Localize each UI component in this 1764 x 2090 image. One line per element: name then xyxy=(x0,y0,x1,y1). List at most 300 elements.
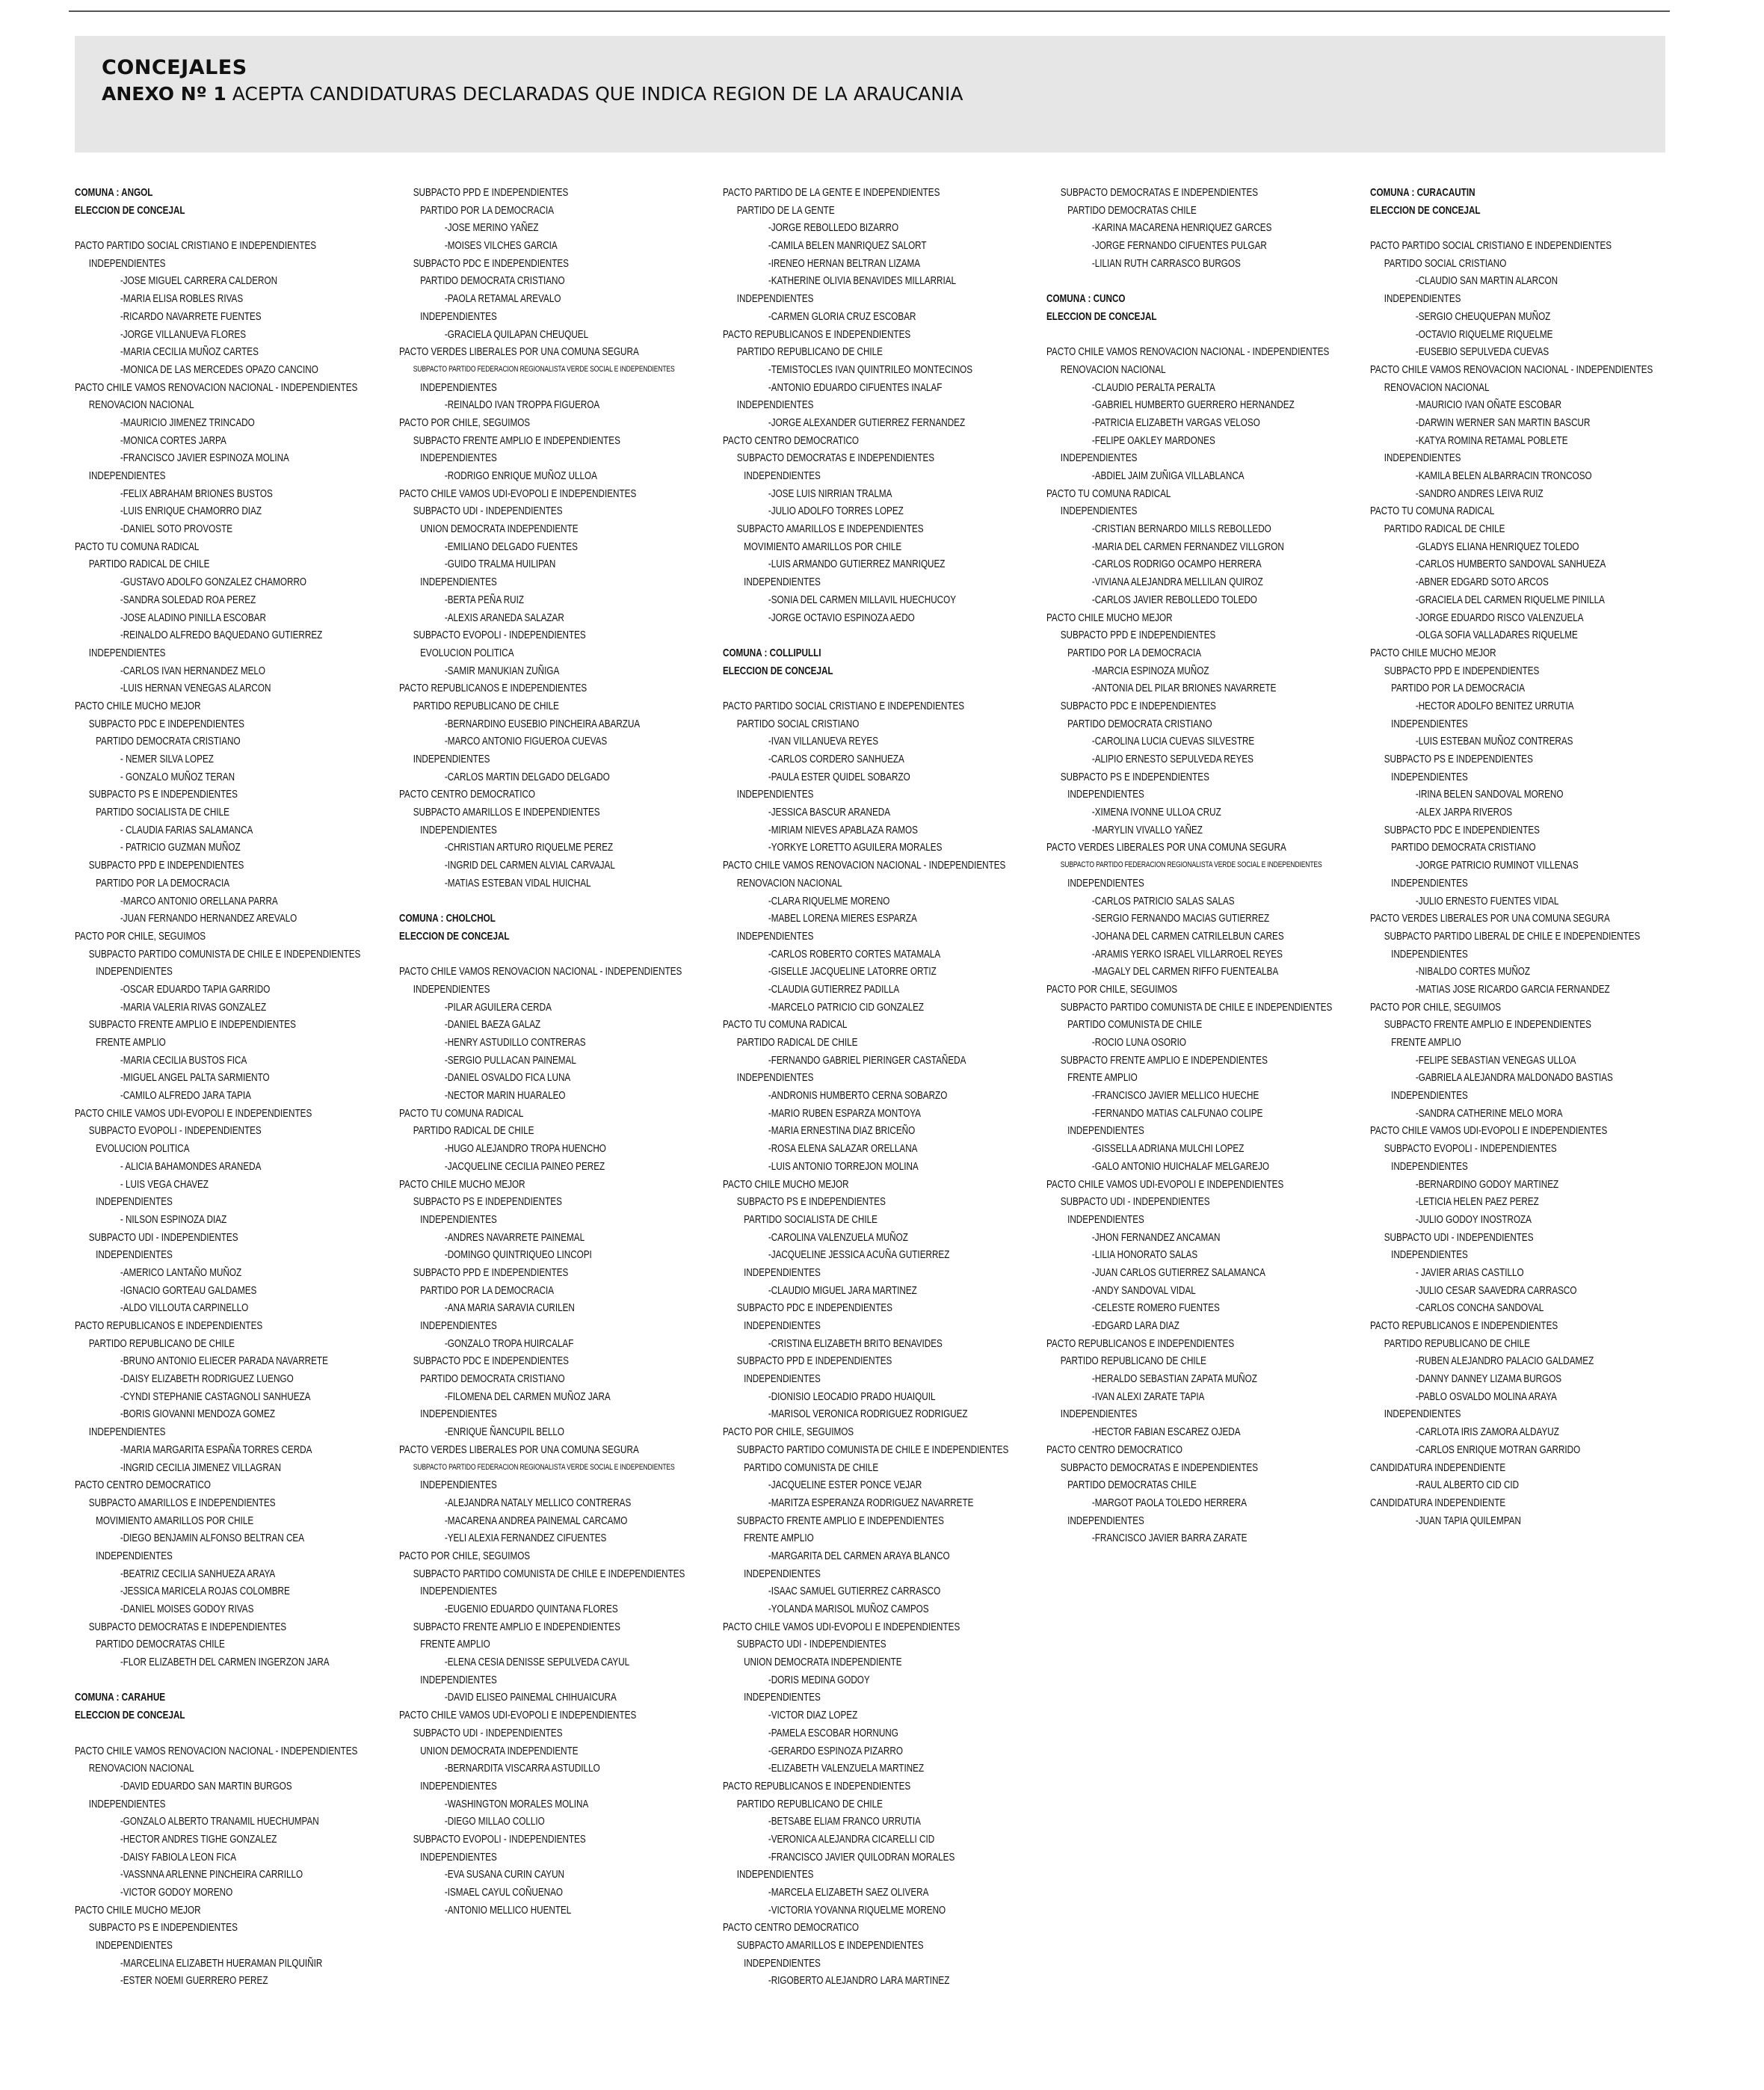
subpact-line: SUBPACTO PS E INDEPENDIENTES xyxy=(413,1195,562,1209)
candidate-line: -IVAN VILLANUEVA REYES xyxy=(768,735,879,748)
candidate-line: -CARMEN GLORIA CRUZ ESCOBAR xyxy=(768,309,916,323)
subpact-line: SUBPACTO AMARILLOS E INDEPENDIENTES xyxy=(413,806,600,819)
party-line: EVOLUCION POLITICA xyxy=(96,1142,190,1156)
party-line: EVOLUCION POLITICA xyxy=(420,646,514,659)
candidate-line: -DARWIN WERNER SAN MARTIN BASCUR xyxy=(1415,416,1591,429)
column-4 xyxy=(1046,184,1333,1547)
party-line: PARTIDO DEMOCRATAS CHILE xyxy=(1067,203,1197,217)
party-line: PARTIDO SOCIALISTA DE CHILE xyxy=(96,806,229,819)
candidate-line: -VIVIANA ALEJANDRA MELLILAN QUIROZ xyxy=(1091,576,1263,589)
subpact-line: SUBPACTO EVOPOLI - INDEPENDIENTES xyxy=(413,1832,586,1846)
candidate-line: -DIEGO MILLAO COLLIO xyxy=(444,1815,545,1828)
candidate-line: -MACARENA ANDREA PAINEMAL CARCAMO xyxy=(444,1514,628,1527)
candidate-line: -ABNER EDGARD SOTO ARCOS xyxy=(1415,576,1549,589)
subpact-line: SUBPACTO AMARILLOS E INDEPENDIENTES xyxy=(736,522,924,536)
candidate-line: -MARCO ANTONIO ORELLANA PARRA xyxy=(120,894,278,907)
candidate-line: -MONICA DE LAS MERCEDES OPAZO CANCINO xyxy=(120,363,318,376)
candidate-line: -CLAUDIO MIGUEL JARA MARTINEZ xyxy=(768,1283,917,1297)
pact-line: PACTO CENTRO DEMOCRATICO xyxy=(1046,1443,1183,1456)
candidate-line: -KARINA MACARENA HENRIQUEZ GARCES xyxy=(1091,221,1272,235)
subpact-line: SUBPACTO UDI - INDEPENDIENTES xyxy=(88,1230,238,1244)
candidate-line: -JOSE ALADINO PINILLA ESCOBAR xyxy=(120,611,266,624)
subpact-line: SUBPACTO FRENTE AMPLIO E INDEPENDIENTES xyxy=(413,434,620,447)
candidate-line: -GISSELLA ADRIANA MULCHI LOPEZ xyxy=(1091,1142,1245,1156)
candidate-line: -GLADYS ELIANA HENRIQUEZ TOLEDO xyxy=(1415,540,1579,553)
subpact-line: INDEPENDIENTES xyxy=(1060,451,1138,465)
subpact-line: SUBPACTO PARTIDO COMUNISTA DE CHILE E INDEPENDIENTES xyxy=(736,1443,1009,1456)
candidate-line: -IVAN ALEXI ZARATE TAPIA xyxy=(1091,1390,1205,1403)
candidate-line: -JORGE VILLANUEVA FLORES xyxy=(120,327,247,341)
subpact-line: INDEPENDIENTES xyxy=(88,469,166,482)
candidate-line: -FRANCISCO JAVIER MELLICO HUECHE xyxy=(1091,1089,1259,1103)
column-1 xyxy=(75,184,361,1990)
candidate-line: -CRISTIAN BERNARDO MILLS REBOLLEDO xyxy=(1091,522,1271,536)
candidate-line: -ANTONIO EDUARDO CIFUENTES INALAF xyxy=(768,380,943,394)
candidate-line: -ELENA CESIA DENISSE SEPULVEDA CAYUL xyxy=(444,1656,630,1669)
party-line: INDEPENDIENTES xyxy=(420,309,497,323)
subpact-line: SUBPACTO PDC E INDEPENDIENTES xyxy=(413,256,569,270)
subpact-line: PARTIDO REPUBLICANO DE CHILE xyxy=(736,345,883,359)
subpact-line: PARTIDO RADICAL DE CHILE xyxy=(88,558,210,571)
party-line: INDEPENDIENTES xyxy=(1391,947,1468,961)
party-line: INDEPENDIENTES xyxy=(96,1549,173,1562)
candidate-line: -JHON FERNANDEZ ANCAMAN xyxy=(1091,1230,1221,1244)
candidate-line: -YELI ALEXIA FERNANDEZ CIFUENTES xyxy=(444,1532,607,1545)
pact-line: PACTO REPUBLICANOS E INDEPENDIENTES xyxy=(75,1319,263,1332)
candidate-line: -LUIS ENRIQUE CHAMORRO DIAZ xyxy=(120,505,262,518)
candidate-line: -JACQUELINE JESSICA ACUÑA GUTIERREZ xyxy=(768,1248,950,1262)
pact-line: PACTO VERDES LIBERALES POR UNA COMUNA SEGURA xyxy=(399,345,639,359)
candidate-line: -HENRY ASTUDILLO CONTRERAS xyxy=(444,1036,586,1049)
candidate-line: -PILAR AGUILERA CERDA xyxy=(444,1000,552,1014)
candidate-line: -CARLOS IVAN HERNANDEZ MELO xyxy=(120,664,266,677)
candidate-line: -GRACIELA QUILAPAN CHEUQUEL xyxy=(444,327,589,341)
party-line: PARTIDO DEMOCRATA CRISTIANO xyxy=(1391,841,1536,854)
election-label: ELECCION DE CONCEJAL xyxy=(75,1709,185,1722)
pact-line: PACTO TU COMUNA RADICAL xyxy=(1370,505,1495,518)
column-2 xyxy=(399,184,685,1919)
candidate-line: -GUSTAVO ADOLFO GONZALEZ CHAMORRO xyxy=(120,576,307,589)
party-line: INDEPENDIENTES xyxy=(420,823,497,836)
candidate-line: -MAURICIO JIMENEZ TRINCADO xyxy=(120,416,255,429)
candidate-line: -BORIS GIOVANNI MENDOZA GOMEZ xyxy=(120,1408,275,1421)
subpact-line: SUBPACTO PS E INDEPENDIENTES xyxy=(1384,753,1533,765)
candidate-line: -MARIA DEL CARMEN FERNANDEZ VILLGRON xyxy=(1091,540,1284,553)
candidate-line: -JUAN TAPIA QUILEMPAN xyxy=(1415,1514,1521,1527)
candidate-line: -MARCELA ELIZABETH SAEZ OLIVERA xyxy=(768,1886,929,1899)
candidate-line: -ABDIEL JAIM ZUÑIGA VILLABLANCA xyxy=(1091,469,1245,482)
candidate-line: -MIGUEL ANGEL PALTA SARMIENTO xyxy=(120,1071,270,1085)
candidate-line: -VICTOR GODOY MORENO xyxy=(120,1886,233,1899)
subpact-line: SUBPACTO PARTIDO COMUNISTA DE CHILE E INDEPENDIENTES xyxy=(1060,1000,1333,1014)
pact-line: PACTO CHILE MUCHO MEJOR xyxy=(75,1903,201,1917)
subpact-line: SUBPACTO AMARILLOS E INDEPENDIENTES xyxy=(88,1496,276,1509)
pact-line: PACTO VERDES LIBERALES POR UNA COMUNA SEGURA xyxy=(1046,841,1286,854)
candidate-line: -ANTONIA DEL PILAR BRIONES NAVARRETE xyxy=(1091,682,1277,695)
candidate-line: -SERGIO FERNANDO MACIAS GUTIERREZ xyxy=(1091,912,1270,925)
pact-line: PACTO CHILE VAMOS RENOVACION NACIONAL - INDEPENDIENTES xyxy=(1370,363,1653,376)
subpact-line: SUBPACTO PARTIDO COMUNISTA DE CHILE E INDEPENDIENTES xyxy=(413,1567,685,1580)
candidate-line: -ANDRONIS HUMBERTO CERNA SOBARZO xyxy=(768,1089,948,1103)
candidate-line: -CARLOS RODRIGO OCAMPO HERRERA xyxy=(1091,558,1262,571)
subpact-line: INDEPENDIENTES xyxy=(1384,1408,1461,1421)
subpact-line: SUBPACTO FRENTE AMPLIO E INDEPENDIENTES xyxy=(1060,1053,1268,1067)
party-line: PARTIDO DEMOCRATA CRISTIANO xyxy=(420,274,565,288)
party-line: INDEPENDIENTES xyxy=(744,1956,821,1970)
candidate-line: -BERNARDITA VISCARRA ASTUDILLO xyxy=(444,1762,600,1775)
candidate-line: -JESSICA BASCUR ARANEDA xyxy=(768,806,891,819)
subpact-line: PARTIDO SOCIAL CRISTIANO xyxy=(736,717,860,730)
candidate-line: -SERGIO CHEUQUEPAN MUÑOZ xyxy=(1415,309,1551,323)
candidate-line: -PATRICIA ELIZABETH VARGAS VELOSO xyxy=(1091,416,1260,429)
candidate-line: -CARLOS CONCHA SANDOVAL xyxy=(1415,1301,1544,1315)
subpact-line: SUBPACTO PS E INDEPENDIENTES xyxy=(1060,770,1209,783)
candidate-line: -VASSNNA ARLENNE PINCHEIRA CARRILLO xyxy=(120,1868,303,1881)
candidate-line: -PAULA ESTER QUIDEL SOBARZO xyxy=(768,770,910,783)
candidate-line: -FILOMENA DEL CARMEN MUÑOZ JARA xyxy=(444,1390,611,1403)
candidate-line: -ANDY SANDOVAL VIDAL xyxy=(1091,1283,1196,1297)
candidate-line: -GONZALO TROPA HUIRCALAF xyxy=(444,1337,574,1350)
candidate-line: -SANDRA SOLEDAD ROA PEREZ xyxy=(120,593,256,606)
candidate-line: -CYNDI STEPHANIE CASTAGNOLI SANHUEZA xyxy=(120,1390,311,1403)
party-line: INDEPENDIENTES xyxy=(420,1479,497,1492)
top-rule xyxy=(69,10,1670,12)
candidate-line: -JULIO ERNESTO FUENTES VIDAL xyxy=(1415,894,1559,907)
candidate-line: -LETICIA HELEN PAEZ PEREZ xyxy=(1415,1195,1539,1209)
pact-line: PACTO CHILE VAMOS UDI-EVOPOLI E INDEPENDIENTES xyxy=(1046,1177,1284,1191)
candidate-line: -KATHERINE OLIVIA BENAVIDES MILLARRIAL xyxy=(768,274,957,288)
party-line: INDEPENDIENTES xyxy=(420,576,497,589)
candidate-line: -CARLOS HUMBERTO SANDOVAL SANHUEZA xyxy=(1415,558,1606,571)
candidate-line: -KAMILA BELEN ALBARRACIN TRONCOSO xyxy=(1415,469,1592,482)
party-line: INDEPENDIENTES xyxy=(1391,876,1468,890)
pact-line: PACTO REPUBLICANOS E INDEPENDIENTES xyxy=(399,682,588,695)
candidate-line: -MARCO ANTONIO FIGUEROA CUEVAS xyxy=(444,735,608,748)
spacer xyxy=(399,946,650,964)
candidate-line: -FERNANDO GABRIEL PIERINGER CASTAÑEDA xyxy=(768,1053,966,1067)
subpact-line: SUBPACTO UDI - INDEPENDIENTES xyxy=(413,505,563,518)
candidate-line: -GALO ANTONIO HUICHALAF MELGAREJO xyxy=(1091,1159,1269,1173)
candidate-line: -DANIEL MOISES GODOY RIVAS xyxy=(120,1603,254,1615)
subpact-line: INDEPENDIENTES xyxy=(88,256,166,270)
subpact-line: SUBPACTO UDI - INDEPENDIENTES xyxy=(736,1638,886,1651)
party-line: PARTIDO SOCIALISTA DE CHILE xyxy=(744,1212,878,1226)
candidate-line: -EUSEBIO SEPULVEDA CUEVAS xyxy=(1415,345,1549,359)
candidate-line: -FELIX ABRAHAM BRIONES BUSTOS xyxy=(120,487,273,500)
comuna-heading: COMUNA : CHOLCHOL xyxy=(399,912,496,925)
subpact-line: SUBPACTO PS E INDEPENDIENTES xyxy=(88,788,238,801)
subpact-line: INDEPENDIENTES xyxy=(1384,292,1461,306)
candidate-line: -JORGE FERNANDO CIFUENTES PULGAR xyxy=(1091,239,1267,253)
pact-line: PACTO POR CHILE, SEGUIMOS xyxy=(723,1425,854,1439)
election-label: ELECCION DE CONCEJAL xyxy=(723,664,833,677)
subpact-line: SUBPACTO PARTIDO FEDERACION REGIONALISTA VERDE SOCIAL E INDEPENDIENTES xyxy=(413,364,675,374)
candidate-line: -JACQUELINE CECILIA PAINEO PEREZ xyxy=(444,1159,605,1173)
candidate-line: -ALEXIS ARANEDA SALAZAR xyxy=(444,611,564,624)
spacer xyxy=(1046,272,1297,290)
subpact-line: SUBPACTO PDC E INDEPENDIENTES xyxy=(413,1354,569,1368)
subpact-line: INDEPENDIENTES xyxy=(736,292,814,306)
candidate-line: -DOMINGO QUINTRIQUEO LINCOPI xyxy=(444,1248,592,1262)
candidate-line: -FERNANDO MATIAS CALFUNAO COLIPE xyxy=(1091,1106,1263,1120)
candidate-line: -RICARDO NAVARRETE FUENTES xyxy=(120,309,262,323)
candidate-line: -SANDRA CATHERINE MELO MORA xyxy=(1415,1106,1563,1120)
party-line: INDEPENDIENTES xyxy=(744,469,821,482)
subpact-line: SUBPACTO PDC E INDEPENDIENTES xyxy=(1060,699,1216,712)
candidate-line: -EMILIANO DELGADO FUENTES xyxy=(444,540,578,553)
party-line: FRENTE AMPLIO xyxy=(420,1638,490,1651)
candidate-line: -CLAUDIO PERALTA PERALTA xyxy=(1091,380,1215,394)
party-line: INDEPENDIENTES xyxy=(744,1567,821,1580)
candidate-line: -REINALDO ALFREDO BAQUEDANO GUTIERREZ xyxy=(120,629,323,642)
pact-line: CANDIDATURA INDEPENDIENTE xyxy=(1370,1461,1506,1474)
pact-line: PACTO CHILE MUCHO MEJOR xyxy=(75,699,201,712)
candidate-line: - ALICIA BAHAMONDES ARANEDA xyxy=(120,1159,262,1173)
subpact-line: RENOVACION NACIONAL xyxy=(1060,363,1166,376)
subpact-line: SUBPACTO UDI - INDEPENDIENTES xyxy=(413,1726,563,1739)
pact-line: PACTO POR CHILE, SEGUIMOS xyxy=(1046,982,1178,996)
candidate-line: -SANDRO ANDRES LEIVA RUIZ xyxy=(1415,487,1544,500)
candidate-line: -CHRISTIAN ARTURO RIQUELME PEREZ xyxy=(444,841,614,854)
party-line: PARTIDO DEMOCRATA CRISTIANO xyxy=(420,1372,565,1386)
candidate-line: -MARCELO PATRICIO CID GONZALEZ xyxy=(768,1000,925,1014)
pact-line: PACTO CHILE MUCHO MEJOR xyxy=(399,1177,525,1191)
candidate-line: -HUGO ALEJANDRO TROPA HUENCHO xyxy=(444,1142,606,1156)
candidate-line: -MARYLIN VIVALLO YAÑEZ xyxy=(1091,823,1203,836)
candidate-line: -AMERICO LANTAÑO MUÑOZ xyxy=(120,1266,242,1279)
spacer xyxy=(75,219,325,237)
candidate-line: -LUIS ANTONIO TORREJON MOLINA xyxy=(768,1159,919,1173)
pact-line: PACTO CHILE VAMOS UDI-EVOPOLI E INDEPENDIENTES xyxy=(399,1709,637,1722)
candidate-line: -JUAN CARLOS GUTIERREZ SALAMANCA xyxy=(1091,1266,1265,1279)
candidate-line: -ESTER NOEMI GUERRERO PEREZ xyxy=(120,1974,268,1988)
candidate-line: -FRANCISCO JAVIER ESPINOZA MOLINA xyxy=(120,451,289,465)
party-line: PARTIDO POR LA DEMOCRACIA xyxy=(420,1283,555,1297)
pact-line: PACTO POR CHILE, SEGUIMOS xyxy=(399,416,531,429)
subpact-line: SUBPACTO FRENTE AMPLIO E INDEPENDIENTES xyxy=(736,1514,944,1527)
subpact-line: SUBPACTO PARTIDO COMUNISTA DE CHILE E INDEPENDIENTES xyxy=(88,947,361,961)
candidate-line: -OCTAVIO RIQUELME RIQUELME xyxy=(1415,327,1553,341)
party-line: INDEPENDIENTES xyxy=(420,1408,497,1421)
candidate-line: -LUIS ESTEBAN MUÑOZ CONTRERAS xyxy=(1415,735,1573,748)
candidate-line: -BRUNO ANTONIO ELIECER PARADA NAVARRETE xyxy=(120,1354,328,1368)
candidate-line: -GUIDO TRALMA HUILIPAN xyxy=(444,558,556,571)
candidate-line: -CARLOS ROBERTO CORTES MATAMALA xyxy=(768,947,941,961)
party-line: PARTIDO DEMOCRATAS CHILE xyxy=(96,1638,225,1651)
subpact-line: SUBPACTO FRENTE AMPLIO E INDEPENDIENTES xyxy=(88,1018,296,1032)
candidate-line: -CARLOS JAVIER REBOLLEDO TOLEDO xyxy=(1091,593,1257,606)
subpact-line: PARTIDO REPUBLICANO DE CHILE xyxy=(88,1337,235,1350)
candidate-line: -KATYA ROMINA RETAMAL POBLETE xyxy=(1415,434,1568,447)
candidate-line: -DAVID EDUARDO SAN MARTIN BURGOS xyxy=(120,1779,292,1792)
party-line: FRENTE AMPLIO xyxy=(744,1532,814,1545)
candidate-line: -WASHINGTON MORALES MOLINA xyxy=(444,1797,589,1810)
party-line: UNION DEMOCRATA INDEPENDIENTE xyxy=(744,1656,902,1669)
subpact-line: PARTIDO REPUBLICANO DE CHILE xyxy=(1384,1337,1530,1350)
candidate-line: -ISMAEL CAYUL COÑUENAO xyxy=(444,1886,564,1899)
subpact-line: RENOVACION NACIONAL xyxy=(736,876,842,890)
candidate-line: -MARCIA ESPINOZA MUÑOZ xyxy=(1091,664,1209,677)
pact-line: PACTO VERDES LIBERALES POR UNA COMUNA SEGURA xyxy=(1370,912,1610,925)
election-label: ELECCION DE CONCEJAL xyxy=(399,929,510,943)
subpact-line: INDEPENDIENTES xyxy=(88,646,166,659)
spacer xyxy=(75,1724,325,1742)
candidate-line: - NEMER SILVA LOPEZ xyxy=(120,753,214,765)
pact-line: PACTO CENTRO DEMOCRATICO xyxy=(723,434,860,447)
candidate-line: -GISELLE JACQUELINE LATORRE ORTIZ xyxy=(768,965,937,978)
candidate-line: -BERTA PEÑA RUIZ xyxy=(444,593,525,606)
party-line: PARTIDO POR LA DEMOCRACIA xyxy=(96,876,230,890)
candidate-line: -ALEX JARPA RIVEROS xyxy=(1415,806,1513,819)
party-line: INDEPENDIENTES xyxy=(96,1248,173,1262)
pact-line: PACTO REPUBLICANOS E INDEPENDIENTES xyxy=(723,1779,911,1792)
party-line: INDEPENDIENTES xyxy=(1391,770,1468,783)
candidate-line: -YOLANDA MARISOL MUÑOZ CAMPOS xyxy=(768,1603,929,1615)
pact-line: PACTO TU COMUNA RADICAL xyxy=(75,540,200,553)
candidate-line: -DANIEL BAEZA GALAZ xyxy=(444,1018,541,1032)
header-banner xyxy=(75,36,1665,152)
pact-line: PACTO REPUBLICANOS E INDEPENDIENTES xyxy=(1370,1319,1558,1332)
subpact-line: INDEPENDIENTES xyxy=(1060,505,1138,518)
pact-line: PACTO POR CHILE, SEGUIMOS xyxy=(399,1549,531,1562)
pact-line: PACTO VERDES LIBERALES POR UNA COMUNA SEGURA xyxy=(399,1443,639,1456)
candidate-line: -ALDO VILLOUTA CARPINELLO xyxy=(120,1301,249,1315)
pact-line: PACTO CENTRO DEMOCRATICO xyxy=(399,788,536,801)
candidate-line: -MARIA MARGARITA ESPAÑA TORRES CERDA xyxy=(120,1443,312,1456)
candidate-line: - NILSON ESPINOZA DIAZ xyxy=(120,1212,227,1226)
party-line: INDEPENDIENTES xyxy=(744,1266,821,1279)
candidate-line: -GERARDO ESPINOZA PIZARRO xyxy=(768,1744,903,1757)
column-5 xyxy=(1370,184,1653,1529)
candidate-line: -SERGIO PULLACAN PAINEMAL xyxy=(444,1053,576,1067)
candidate-line: -CAROLINA VALENZUELA MUÑOZ xyxy=(768,1230,908,1244)
candidate-line: -MATIAS JOSE RICARDO GARCIA FERNANDEZ xyxy=(1415,982,1610,996)
pact-line: PACTO CHILE MUCHO MEJOR xyxy=(1370,646,1496,659)
party-line: INDEPENDIENTES xyxy=(1067,876,1144,890)
candidate-line: -IRENEO HERNAN BELTRAN LIZAMA xyxy=(768,256,921,270)
candidate-line: -JULIO ADOLFO TORRES LOPEZ xyxy=(768,505,904,518)
annex-text: ACEPTA CANDIDATURAS DECLARADAS QUE INDICA REGION DE LA ARAUCANIA xyxy=(232,83,963,105)
subpact-line: PARTIDO REPUBLICANO DE CHILE xyxy=(413,699,559,712)
pact-line: PACTO CHILE VAMOS UDI-EVOPOLI E INDEPENDIENTES xyxy=(399,487,637,500)
subpact-line: SUBPACTO PS E INDEPENDIENTES xyxy=(736,1195,886,1209)
spacer xyxy=(399,893,650,910)
party-line: INDEPENDIENTES xyxy=(420,451,497,465)
party-line: FRENTE AMPLIO xyxy=(1391,1036,1461,1049)
party-line: INDEPENDIENTES xyxy=(96,1195,173,1209)
spacer xyxy=(723,626,973,644)
pact-line: PACTO CHILE MUCHO MEJOR xyxy=(1046,611,1173,624)
candidate-line: - CLAUDIA FARIAS SALAMANCA xyxy=(120,823,253,836)
candidate-line: -DIEGO BENJAMIN ALFONSO BELTRAN CEA xyxy=(120,1532,305,1545)
party-line: INDEPENDIENTES xyxy=(420,1585,497,1598)
candidate-line: -INGRID CECILIA JIMENEZ VILLAGRAN xyxy=(120,1461,282,1474)
candidate-line: -MOISES VILCHES GARCIA xyxy=(444,239,558,253)
candidate-line: -JORGE PATRICIO RUMINOT VILLENAS xyxy=(1415,859,1579,872)
party-line: INDEPENDIENTES xyxy=(1067,1212,1144,1226)
candidate-line: -DAVID ELISEO PAINEMAL CHIHUAICURA xyxy=(444,1691,617,1704)
page-subtitle xyxy=(102,82,1665,106)
party-line: INDEPENDIENTES xyxy=(1391,1248,1468,1262)
election-label: ELECCION DE CONCEJAL xyxy=(75,203,185,217)
candidate-line: -DANNY DANNEY LIZAMA BURGOS xyxy=(1415,1372,1562,1386)
election-label: ELECCION DE CONCEJAL xyxy=(1046,309,1157,323)
party-line: PARTIDO COMUNISTA DE CHILE xyxy=(1067,1018,1203,1032)
subpact-line: INDEPENDIENTES xyxy=(1060,1408,1138,1421)
party-line: INDEPENDIENTES xyxy=(1391,1089,1468,1103)
subpact-line: INDEPENDIENTES xyxy=(736,929,814,943)
candidate-line: -TEMISTOCLES IVAN QUINTRILEO MONTECINOS xyxy=(768,363,973,376)
candidate-line: -CLAUDIA GUTIERREZ PADILLA xyxy=(768,982,900,996)
subpact-line: RENOVACION NACIONAL xyxy=(1384,380,1490,394)
subpact-line: SUBPACTO PDC E INDEPENDIENTES xyxy=(88,717,244,730)
comuna-heading: COMUNA : ANGOL xyxy=(75,186,153,199)
pact-line: PACTO CHILE MUCHO MEJOR xyxy=(723,1177,849,1191)
party-line: INDEPENDIENTES xyxy=(744,1372,821,1386)
candidate-line: -IRINA BELEN SANDOVAL MORENO xyxy=(1415,788,1564,801)
pact-line: CANDIDATURA INDEPENDIENTE xyxy=(1370,1496,1506,1509)
candidate-line: -IGNACIO GORTEAU GALDAMES xyxy=(120,1283,257,1297)
party-line: PARTIDO DEMOCRATAS CHILE xyxy=(1067,1479,1197,1492)
candidate-line: -MARIA CECILIA MUÑOZ CARTES xyxy=(120,345,259,359)
candidate-line: -LILIAN RUTH CARRASCO BURGOS xyxy=(1091,256,1241,270)
party-line: PARTIDO POR LA DEMOCRACIA xyxy=(1067,646,1202,659)
subpact-line: RENOVACION NACIONAL xyxy=(88,1762,194,1775)
candidate-line: -VERONICA ALEJANDRA CICARELLI CID xyxy=(768,1832,935,1846)
party-line: INDEPENDIENTES xyxy=(420,1319,497,1332)
candidate-line: -CARLOS CORDERO SANHUEZA xyxy=(768,753,904,765)
candidate-line: -GONZALO ALBERTO TRANAMIL HUECHUMPAN xyxy=(120,1815,319,1828)
candidate-line: - PATRICIO GUZMAN MUÑOZ xyxy=(120,841,241,854)
candidate-line: -FLOR ELIZABETH DEL CARMEN INGERZON JARA xyxy=(120,1656,330,1669)
candidate-line: -RIGOBERTO ALEJANDRO LARA MARTINEZ xyxy=(768,1974,950,1988)
candidate-line: -DANIEL SOTO PROVOSTE xyxy=(120,522,233,536)
candidate-line: -ELIZABETH VALENZUELA MARTINEZ xyxy=(768,1762,925,1775)
pact-line: PACTO CHILE VAMOS UDI-EVOPOLI E INDEPENDIENTES xyxy=(75,1106,312,1120)
subpact-line: PARTIDO REPUBLICANO DE CHILE xyxy=(736,1797,883,1810)
candidate-line: -MARIA ELISA ROBLES RIVAS xyxy=(120,292,244,306)
subpact-line: SUBPACTO PPD E INDEPENDIENTES xyxy=(88,859,244,872)
subpact-line: SUBPACTO DEMOCRATAS E INDEPENDIENTES xyxy=(1060,1461,1259,1474)
candidate-line: -JUAN FERNANDO HERNANDEZ AREVALO xyxy=(120,912,297,925)
party-line: UNION DEMOCRATA INDEPENDIENTE xyxy=(420,522,579,536)
subpact-line: INDEPENDIENTES xyxy=(1384,451,1461,465)
candidate-line: -PAOLA RETAMAL AREVALO xyxy=(444,292,561,306)
subpact-line: SUBPACTO PARTIDO FEDERACION REGIONALISTA VERDE SOCIAL E INDEPENDIENTES xyxy=(1060,860,1322,870)
party-line: INDEPENDIENTES xyxy=(744,1319,821,1332)
candidate-line: -XIMENA IVONNE ULLOA CRUZ xyxy=(1091,806,1221,819)
candidate-line: -LUIS ARMANDO GUTIERREZ MANRIQUEZ xyxy=(768,558,946,571)
spacer xyxy=(75,1671,325,1689)
candidate-line: -MARCELINA ELIZABETH HUERAMAN PILQUIÑIR xyxy=(120,1956,323,1970)
subpact-line: SUBPACTO PPD E INDEPENDIENTES xyxy=(1384,664,1540,677)
candidate-line: -VICTORIA YOVANNA RIQUELME MORENO xyxy=(768,1903,946,1917)
pact-line: PACTO CHILE VAMOS UDI-EVOPOLI E INDEPENDIENTES xyxy=(1370,1124,1608,1138)
party-line: INDEPENDIENTES xyxy=(744,1691,821,1704)
pact-line: PACTO CHILE VAMOS RENOVACION NACIONAL - INDEPENDIENTES xyxy=(75,380,358,394)
election-label: ELECCION DE CONCEJAL xyxy=(1370,203,1481,217)
candidate-line: -ROSA ELENA SALAZAR ORELLANA xyxy=(768,1142,918,1156)
candidate-line: -LILIA HONORATO SALAS xyxy=(1091,1248,1198,1262)
candidate-line: -MAURICIO IVAN OÑATE ESCOBAR xyxy=(1415,398,1562,412)
candidate-line: -HECTOR ANDRES TIGHE GONZALEZ xyxy=(120,1832,277,1846)
candidate-line: -GRACIELA DEL CARMEN RIQUELME PINILLA xyxy=(1415,593,1605,606)
candidate-line: -PAMELA ESCOBAR HORNUNG xyxy=(768,1726,898,1739)
candidate-line: -ROCIO LUNA OSORIO xyxy=(1091,1036,1186,1049)
subpact-line: INDEPENDIENTES xyxy=(88,1425,166,1439)
candidate-line: -JORGE ALEXANDER GUTIERREZ FERNANDEZ xyxy=(768,416,966,429)
subpact-line: INDEPENDIENTES xyxy=(413,982,490,996)
